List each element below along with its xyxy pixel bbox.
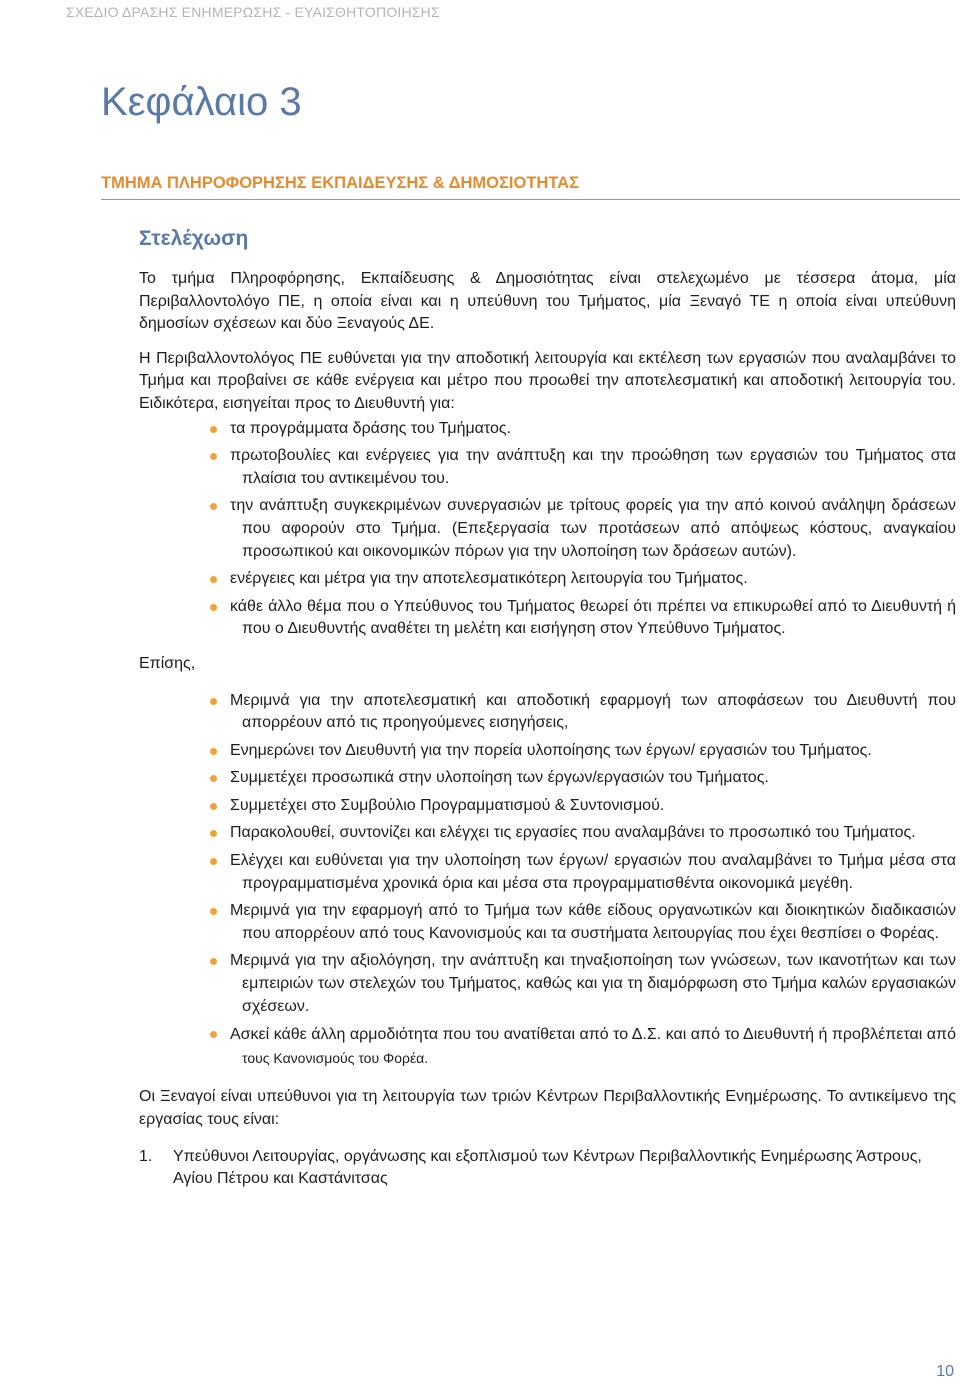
- subsection-title: Στελέχωση: [139, 227, 249, 250]
- intro-paragraph: Το τμήμα Πληροφόρησης, Εκπαίδευσης & Δημοσιότητας είναι στελεχωμένο με τέσσερα άτομα, μία Περιβαλλοντολόγο ΠΕ, η οποία είναι και η υπεύθυνη του Τμήματος, μία Ξεναγό ΤΕ η οποία είναι υπεύθυνη δημοσίων σχέσεων και δύο Ξεναγούς ΔΕ.: [139, 270, 956, 333]
- proposals-list: [139, 418, 956, 641]
- also-label: Επίσης,: [139, 654, 196, 672]
- list-item: Παρακολουθεί, συντονίζει και ελέγχει τις εργασίες που αναλαμβάνει το προσωπικό του Τμήματος.: [139, 822, 956, 845]
- list-item: Συμμετέχει στο Συμβούλιο Προγραμματισμού & Συντονισμού.: [139, 795, 956, 818]
- list-item: Ενημερώνει τον Διευθυντή για την πορεία υλοποίησης των έργων/ εργασιών του Τμήματος.: [139, 740, 956, 763]
- item-number: 1.: [139, 1147, 153, 1165]
- page-content: [139, 226, 956, 1191]
- bullet-icon: [210, 830, 217, 837]
- bullet-icon: [210, 604, 217, 611]
- duties-list: [139, 690, 956, 1071]
- bullet-icon: [210, 908, 217, 915]
- list-item: Ασκεί κάθε άλλη αρμοδιότητα που του ανατίθεται από το Δ.Σ. και από το Διευθυντή ή προβλέπεται από τους Κανονισμούς του Φορέα.: [139, 1023, 956, 1070]
- bullet-icon: [210, 748, 217, 755]
- bullet-icon: [210, 958, 217, 965]
- responsibilities-paragraph: Η Περιβαλλοντολόγος ΠΕ ευθύνεται για την αποδοτική λειτουργία και εκτέλεση των εργασιών που αναλαμβάνει το Τμήμα και προβαίνει σε κάθε ενέργεια και μέτρο που προωθεί την αποτελεσματική και αποδοτική λειτουργία του. Ειδικότερα, εισηγείται προς το Διευθυντή για:: [139, 349, 956, 412]
- list-item: Μεριμνά για την αποτελεσματική και αποδοτική εφαρμογή των αποφάσεων του Διευθυντή που απορρέουν από τις προηγούμενες εισηγήσεις,: [139, 690, 956, 735]
- bullet-icon: [210, 576, 217, 583]
- bullet-icon: [210, 858, 217, 865]
- list-item: πρωτοβουλίες και ενέργειες για την ανάπτυξη και την προώθηση των εργασιών του Τμήματος στα πλαίσια του αντικειμένου του.: [139, 445, 956, 490]
- running-header: ΣΧΕΔΙΟ ΔΡΑΣΗΣ ΕΝΗΜΕΡΩΣΗΣ - ΕΥΑΙΣΘΗΤΟΠΟΙΗΣΗΣ: [66, 4, 440, 20]
- numbered-list: [139, 1146, 956, 1191]
- bullet-icon: [210, 426, 217, 433]
- bullet-icon: [210, 698, 217, 705]
- bullet-icon: [210, 453, 217, 460]
- bullet-icon: [210, 1031, 217, 1038]
- list-item: Συμμετέχει προσωπικά στην υλοποίηση των έργων/εργασιών του Τμήματος.: [139, 767, 956, 790]
- bullet-icon: [210, 503, 217, 510]
- list-item: κάθε άλλο θέμα που ο Υπεύθυνος του Τμήματος θεωρεί ότι πρέπει να επικυρωθεί από το Διευθυντή ή που ο Διευθυντής αναθέτει τη μελέτη και εισήγηση στον Υπεύθυνο Τμήματος.: [139, 596, 956, 641]
- list-item: Μεριμνά για την αξιολόγηση, την ανάπτυξη και τηναξιοποίηση των γνώσεων, των ικανοτήτων και των εμπειριών των στελεχών του Τμήματος, καθώς και για τη διαμόρφωση στο Τμήμα καλών εργασιακών σχέσεων.: [139, 950, 956, 1018]
- section-heading: ΤΜΗΜΑ ΠΛΗΡΟΦΟΡΗΣΗΣ ΕΚΠΑΙΔΕΥΣΗΣ & ΔΗΜΟΣΙΟΤΗΤΑΣ: [101, 174, 960, 200]
- list-item: τα προγράμματα δράσης του Τμήματος.: [139, 418, 956, 441]
- numbered-item: [139, 1146, 956, 1191]
- page-number: 10: [936, 1363, 954, 1380]
- list-item: την ανάπτυξη συγκεκριμένων συνεργασιών με τρίτους φορείς για την από κοινού ανάληψη δράσεων που αφορούν στο Τμήμα. (Επεξεργασία των προτάσεων από απόψεως κόστους, αναγκαίου προσωπικού και οικονομικών πόρων για την υλοποίηση των δράσεων αυτών).: [139, 495, 956, 563]
- bullet-icon: [210, 803, 217, 810]
- list-item: Ελέγχει και ευθύνεται για την υλοποίηση των έργων/ εργασιών που αναλαμβάνει το Τμήμα μέσα στα προγραμματισμένα χρονικά όρια και μέσα στα προγραμματισθέντα οικονομικά μεγέθη.: [139, 850, 956, 895]
- item-text: Υπεύθυνοι Λειτουργίας, οργάνωσης και εξοπλισμού των Κέντρων Περιβαλλοντικής Ενημέρωσης Άστρους, Αγίου Πέτρου και Καστάνιτσας: [173, 1147, 922, 1188]
- bullet-icon: [210, 775, 217, 782]
- chapter-title: Κεφάλαιο 3: [101, 80, 302, 124]
- guides-paragraph: Οι Ξεναγοί είναι υπεύθυνοι για τη λειτουργία των τριών Κέντρων Περιβαλλοντικής Ενημέρωσης. Το αντικείμενο της εργασίας τους είναι:: [139, 1088, 956, 1128]
- list-item: Μεριμνά για την εφαρμογή από το Τμήμα των κάθε είδους οργανωτικών και διοικητικών διαδικασιών που απορρέουν από τους Κανονισμούς και τα συστήματα λειτουργίας που έχει θεσπίσει ο Φορέας.: [139, 900, 956, 945]
- list-item: ενέργειες και μέτρα για την αποτελεσματικότερη λειτουργία του Τμήματος.: [139, 568, 956, 591]
